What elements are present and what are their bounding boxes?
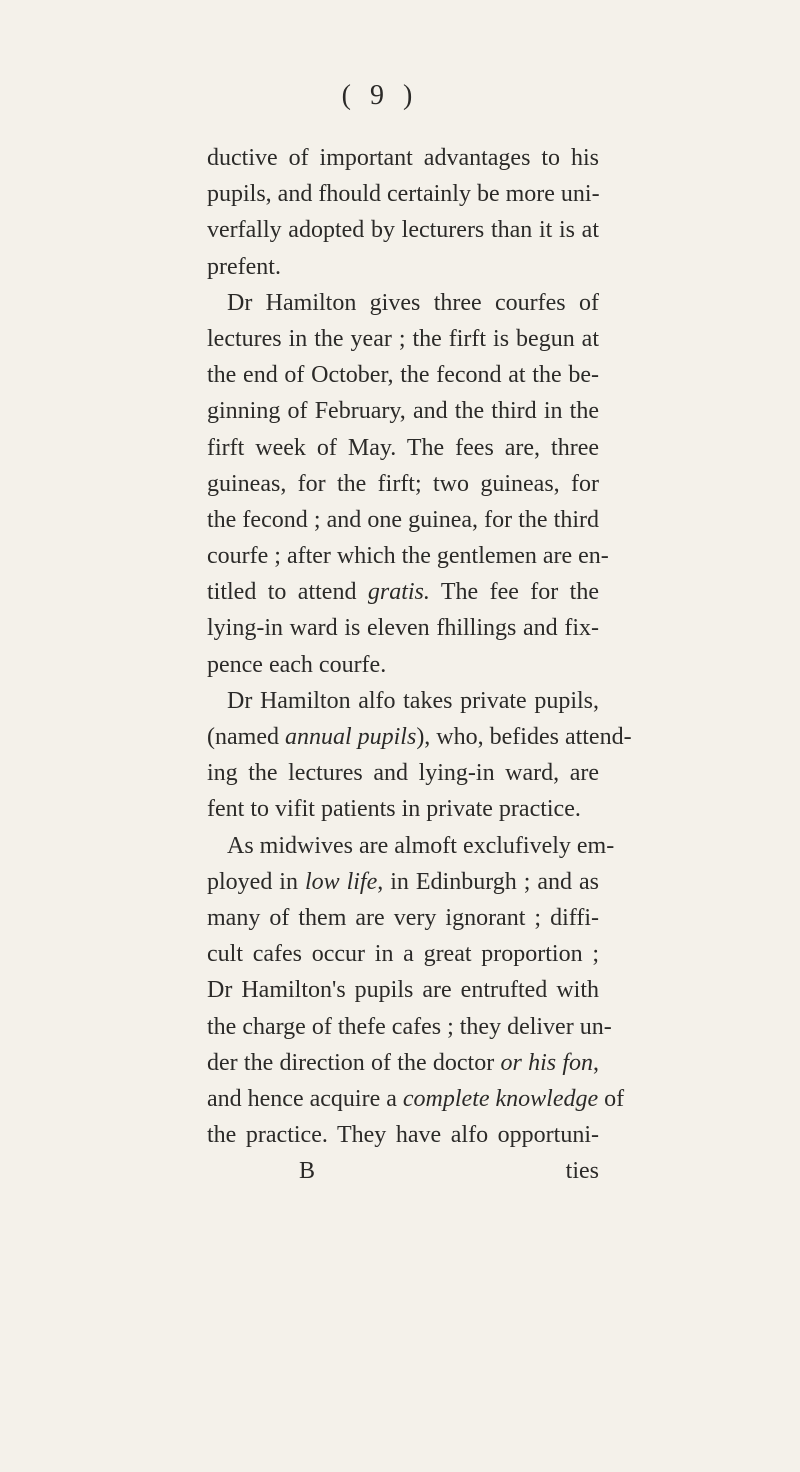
text-line bbox=[207, 285, 599, 321]
text-segment: guineas, for the firft; two guineas, for bbox=[207, 470, 599, 497]
text-line bbox=[207, 466, 599, 502]
italic-text: low life bbox=[304, 868, 378, 895]
page-number: ( 9 ) bbox=[341, 80, 419, 111]
text-line bbox=[207, 538, 609, 574]
text-segment: courfe ; after which the gentlemen are en- bbox=[207, 543, 609, 570]
text-segment: firft week of May. The fees are, three bbox=[207, 434, 599, 461]
text-line bbox=[207, 357, 599, 393]
text-segment: the charge of thefe cafes ; they deliver un- bbox=[207, 1013, 612, 1040]
text-line bbox=[207, 719, 632, 755]
text-segment: pence each courfe. bbox=[207, 651, 387, 678]
italic-text: complete knowledge bbox=[402, 1085, 599, 1112]
text-line bbox=[207, 900, 599, 936]
signature-mark: B bbox=[299, 1158, 316, 1185]
text-line bbox=[207, 647, 599, 683]
italic-text: annual pupils bbox=[284, 724, 417, 750]
text-segment: the fecond ; and one guinea, for the third bbox=[207, 506, 599, 533]
text-segment: ginning of February, and the third in the bbox=[207, 398, 599, 425]
text-line bbox=[207, 1045, 599, 1081]
text-segment: der the direction of the doctor bbox=[207, 1049, 501, 1076]
text-line bbox=[207, 249, 599, 285]
text-segment: Dr Hamilton alfo takes private pupils, bbox=[227, 687, 599, 714]
text-segment: ing the lectures and lying-in ward, are bbox=[207, 760, 599, 787]
text-segment: ductive of important advantages to his bbox=[207, 145, 599, 171]
text-line bbox=[207, 393, 599, 429]
catchword: ties bbox=[565, 1158, 599, 1185]
text-segment: , in Edinburgh ; and as bbox=[377, 868, 599, 895]
text-line bbox=[207, 828, 615, 864]
text-segment: lectures in the year ; the firft is begun at bbox=[207, 325, 599, 352]
text-line bbox=[207, 574, 599, 610]
text-segment: pupils, and fhould certainly be more uni- bbox=[207, 181, 600, 208]
text-line bbox=[207, 755, 599, 791]
text-line bbox=[207, 936, 599, 972]
text-segment: prefent. bbox=[207, 253, 281, 280]
text-line bbox=[207, 1009, 612, 1045]
text-segment: titled to attend bbox=[207, 579, 368, 606]
text-segment: fent to vifit patients in private practice. bbox=[207, 796, 581, 823]
text-segment: lying-in ward is eleven fhillings and fix- bbox=[207, 615, 599, 642]
text-segment: many of them are very ignorant ; diffi- bbox=[207, 904, 599, 931]
text-segment: (named bbox=[207, 724, 285, 750]
text-segment: the end of October, the fecond at the be- bbox=[207, 362, 599, 389]
text-line bbox=[207, 864, 599, 900]
text-line bbox=[207, 1117, 599, 1153]
text-line bbox=[207, 176, 599, 212]
text-segment: Dr Hamilton gives three courfes of bbox=[227, 289, 599, 316]
text-line bbox=[207, 791, 599, 827]
text-segment: As midwives are almoft exclufively em- bbox=[227, 832, 615, 859]
text-segment: ), who, befides attend- bbox=[416, 724, 632, 750]
text-line bbox=[207, 1081, 625, 1117]
text-segment: verfally adopted by lecturers than it is at bbox=[207, 217, 599, 244]
italic-text: gratis. bbox=[367, 579, 430, 606]
text-line bbox=[207, 972, 599, 1008]
text-line bbox=[207, 430, 599, 466]
text-line bbox=[207, 140, 599, 176]
text-line bbox=[207, 321, 599, 357]
text-segment: and hence acquire a bbox=[207, 1085, 403, 1112]
text-line bbox=[207, 502, 599, 538]
text-line bbox=[207, 212, 599, 248]
text-line bbox=[207, 610, 599, 646]
text-segment: ployed in bbox=[207, 868, 305, 895]
italic-text: or his fon bbox=[500, 1049, 594, 1076]
signature-line bbox=[207, 1153, 599, 1189]
text-segment: , bbox=[593, 1049, 600, 1076]
text-segment: The fee for the bbox=[429, 579, 599, 606]
text-segment: cult cafes occur in a great proportion ; bbox=[207, 941, 599, 968]
body-text bbox=[207, 140, 632, 1189]
text-line bbox=[207, 683, 599, 719]
text-segment: of bbox=[598, 1085, 625, 1112]
text-segment: Dr Hamilton's pupils are entrufted with bbox=[207, 977, 599, 1004]
text-segment: the practice. They have alfo opportuni- bbox=[207, 1122, 599, 1149]
